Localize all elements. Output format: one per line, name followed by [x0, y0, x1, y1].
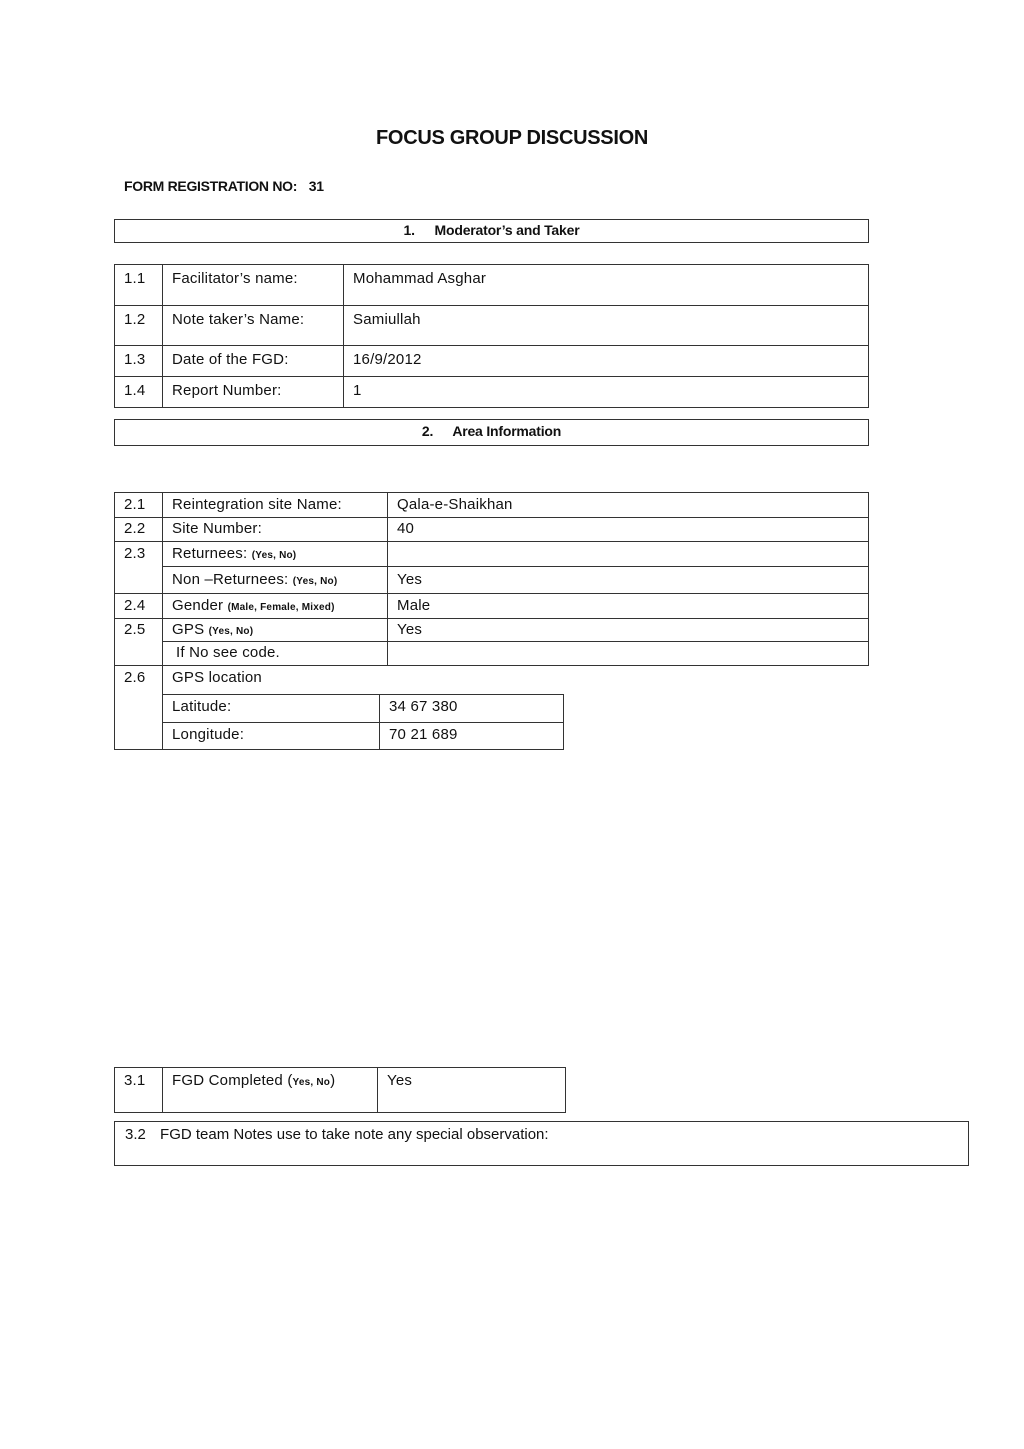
table-row — [115, 265, 869, 306]
fgd-completed-close: ) — [330, 1072, 336, 1089]
site-number-label: Site Number: — [163, 518, 388, 542]
table-row — [115, 306, 869, 346]
form-registration — [124, 178, 324, 194]
gender-label: Gender — [172, 597, 224, 614]
returnees-options: (Yes, No) — [251, 550, 297, 561]
table-row — [115, 377, 869, 408]
fgd-completed-label: FGD Completed ( — [172, 1072, 293, 1089]
gender-value: Male — [388, 594, 869, 619]
section-1-header — [114, 219, 869, 243]
table-row — [115, 619, 869, 642]
row-number: 2.5 — [115, 619, 163, 666]
gps-location-label: GPS location — [163, 666, 564, 695]
returnees-value — [388, 542, 869, 567]
gps-label: GPS — [172, 621, 205, 638]
section-1-heading: Moderator’s and Taker — [434, 222, 580, 238]
fgd-completed-table — [114, 1067, 566, 1113]
team-notes-label: FGD team Notes use to take note any special observation: — [160, 1126, 549, 1143]
non-returnees-options: (Yes, No) — [292, 576, 338, 587]
row-number: 1.3 — [115, 346, 163, 377]
row-number: 2.4 — [115, 594, 163, 619]
row-number: 1.2 — [115, 306, 163, 346]
row-number: 3.2 — [125, 1126, 146, 1143]
fgd-completed-value: Yes — [378, 1068, 566, 1113]
gps-label-cell — [163, 619, 388, 642]
section-2-header — [114, 419, 869, 446]
row-number: 2.1 — [115, 493, 163, 518]
fgd-date-value: 16/9/2012 — [344, 346, 869, 377]
site-number-value: 40 — [388, 518, 869, 542]
returnees-label-cell — [163, 542, 388, 567]
table-row — [115, 695, 564, 723]
page-title: FOCUS GROUP DISCUSSION — [376, 127, 648, 149]
section-2-number: 2. — [421, 423, 434, 439]
non-returnees-label-cell — [163, 567, 388, 594]
table-row — [115, 493, 869, 518]
moderator-table — [114, 264, 869, 408]
fgd-completed-label-cell — [163, 1068, 378, 1113]
gps-options: (Yes, No) — [208, 626, 254, 637]
table-row — [115, 666, 564, 695]
facilitator-value: Mohammad Asghar — [344, 265, 869, 306]
registration-label: FORM REGISTRATION NO: — [124, 178, 298, 194]
table-row — [115, 1068, 566, 1113]
row-number: 1.1 — [115, 265, 163, 306]
section-1-number: 1. — [403, 222, 415, 238]
latitude-label: Latitude: — [163, 695, 380, 723]
row-number: 3.1 — [115, 1068, 163, 1113]
latitude-value: 34 67 380 — [380, 695, 564, 723]
row-number: 1.4 — [115, 377, 163, 408]
gps-location-table — [114, 665, 564, 750]
longitude-label: Longitude: — [163, 723, 380, 750]
registration-number: 31 — [308, 178, 324, 194]
gps-value: Yes — [388, 619, 869, 642]
site-name-value: Qala-e-Shaikhan — [388, 493, 869, 518]
note-taker-label: Note taker’s Name: — [163, 306, 344, 346]
non-returnees-label: Non –Returnees: — [172, 571, 289, 588]
row-number: 2.2 — [115, 518, 163, 542]
table-row — [115, 642, 869, 666]
facilitator-label: Facilitator’s name: — [163, 265, 344, 306]
if-no-value — [388, 642, 869, 666]
section-2-heading: Area Information — [452, 423, 562, 439]
row-number: 2.3 — [115, 542, 163, 594]
area-info-table — [114, 492, 869, 666]
if-no-label: If No see code. — [163, 642, 388, 666]
table-row — [115, 567, 869, 594]
table-row — [115, 723, 564, 750]
table-row — [115, 542, 869, 567]
fgd-completed-options: Yes, No — [292, 1077, 331, 1088]
row-number: 2.6 — [115, 666, 163, 750]
longitude-value: 70 21 689 — [380, 723, 564, 750]
team-notes-box — [114, 1121, 969, 1166]
note-taker-value: Samiullah — [344, 306, 869, 346]
site-name-label: Reintegration site Name: — [163, 493, 388, 518]
table-row — [115, 346, 869, 377]
table-row — [115, 518, 869, 542]
gender-label-cell — [163, 594, 388, 619]
report-number-label: Report Number: — [163, 377, 344, 408]
report-number-value: 1 — [344, 377, 869, 408]
gender-options: (Male, Female, Mixed) — [227, 602, 335, 613]
non-returnees-value: Yes — [388, 567, 869, 594]
fgd-date-label: Date of the FGD: — [163, 346, 344, 377]
returnees-label: Returnees: — [172, 545, 248, 562]
table-row — [115, 594, 869, 619]
